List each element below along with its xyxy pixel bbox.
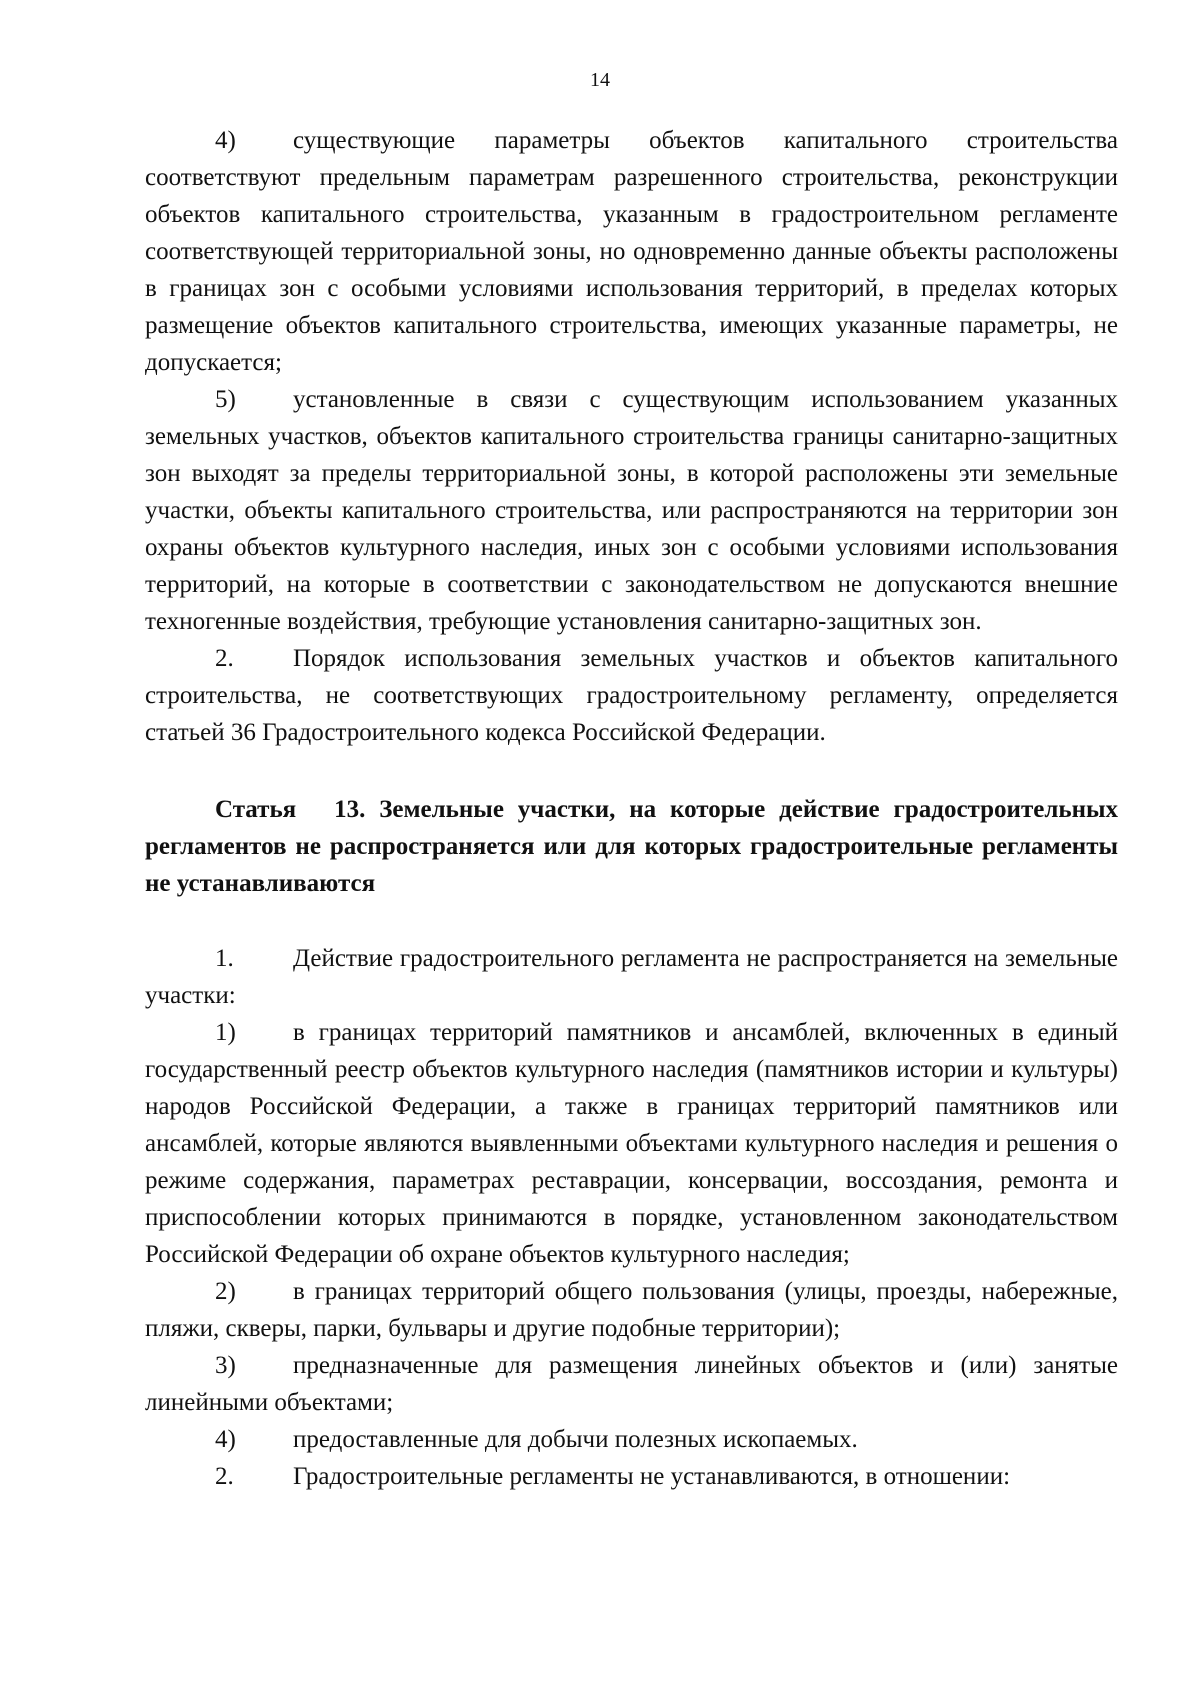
- item-text: Порядок использования земельных участков и объектов капитального строительства, не соответствующих градостроительному регламенту, определяется статьей 36 Градостроительного кодекса Российской Федерации.: [145, 645, 1118, 746]
- list-item: [145, 940, 1118, 1014]
- item-number: 2.: [215, 645, 234, 672]
- item-number: 5): [215, 386, 236, 413]
- list-item: [145, 1273, 1118, 1347]
- item-number: 2): [215, 1278, 236, 1305]
- list-item: [145, 381, 1118, 640]
- item-number: 4): [215, 1426, 236, 1453]
- item-number: 4): [215, 127, 236, 154]
- item-text: установленные в связи с существующим использованием указанных земельных участков, объектов капитального строительства границы санитарно-защитных зон выходят за пределы территориальной зоны, в которой расположены эти земельные участки, объекты капитального строительства, или распространяются на территории зон охраны объектов культурного наследия, иных зон с особыми условиями использования территорий, на которые в соответствии с законодательством не допускаются внешние техногенные воздействия, требующие установления санитарно-защитных зон.: [145, 386, 1118, 635]
- list-item: [145, 122, 1118, 381]
- article-label: Статья 13.: [215, 796, 366, 823]
- item-text: Градостроительные регламенты не устанавливаются, в отношении:: [293, 1463, 1011, 1490]
- item-text: предназначенные для размещения линейных объектов и (или) занятые линейными объектами;: [145, 1352, 1118, 1416]
- list-item: [145, 1014, 1118, 1273]
- list-item: [145, 640, 1118, 751]
- item-number: 1.: [215, 945, 234, 972]
- item-number: 2.: [215, 1463, 234, 1490]
- list-item: [145, 1458, 1118, 1495]
- list-item: [145, 1347, 1118, 1421]
- article-heading: [145, 791, 1118, 902]
- item-text: в границах территорий памятников и ансамблей, включенных в единый государственный реестр объектов культурного наследия (памятников истории и культуры) народов Российской Федерации, а также в границах территорий памятников или ансамблей, которые являются выявленными объектами культурного наследия и решения о режиме содержания, параметрах реставрации, консервации, воссоздания, ремонта и приспособлении которых принимаются в порядке, установленном законодательством Российской Федерации об охране объектов культурного наследия;: [145, 1019, 1118, 1268]
- article-title: Земельные участки, на которые действие градостроительных регламентов не распространяется или для которых градостроительные регламенты не устанавливаются: [145, 796, 1118, 897]
- item-text: существующие параметры объектов капитального строительства соответствуют предельным параметрам разрешенного строительства, реконструкции объектов капитального строительства, указанным в градостроительном регламенте соответствующей территориальной зоны, но одновременно данные объекты расположены в границах зон с особыми условиями использования территорий, в пределах которых размещение объектов капитального строительства, имеющих указанные параметры, не допускается;: [145, 127, 1118, 376]
- page-number: 14: [590, 69, 610, 91]
- item-text: предоставленные для добычи полезных ископаемых.: [293, 1426, 858, 1453]
- list-item: [145, 1421, 1118, 1458]
- document-body: [145, 122, 1118, 1495]
- item-text: Действие градостроительного регламента не распространяется на земельные участки:: [145, 945, 1118, 1009]
- item-text: в границах территорий общего пользования (улицы, проезды, набережные, пляжи, скверы, парки, бульвары и другие подобные территории);: [145, 1278, 1118, 1342]
- item-number: 1): [215, 1019, 236, 1046]
- item-number: 3): [215, 1352, 236, 1379]
